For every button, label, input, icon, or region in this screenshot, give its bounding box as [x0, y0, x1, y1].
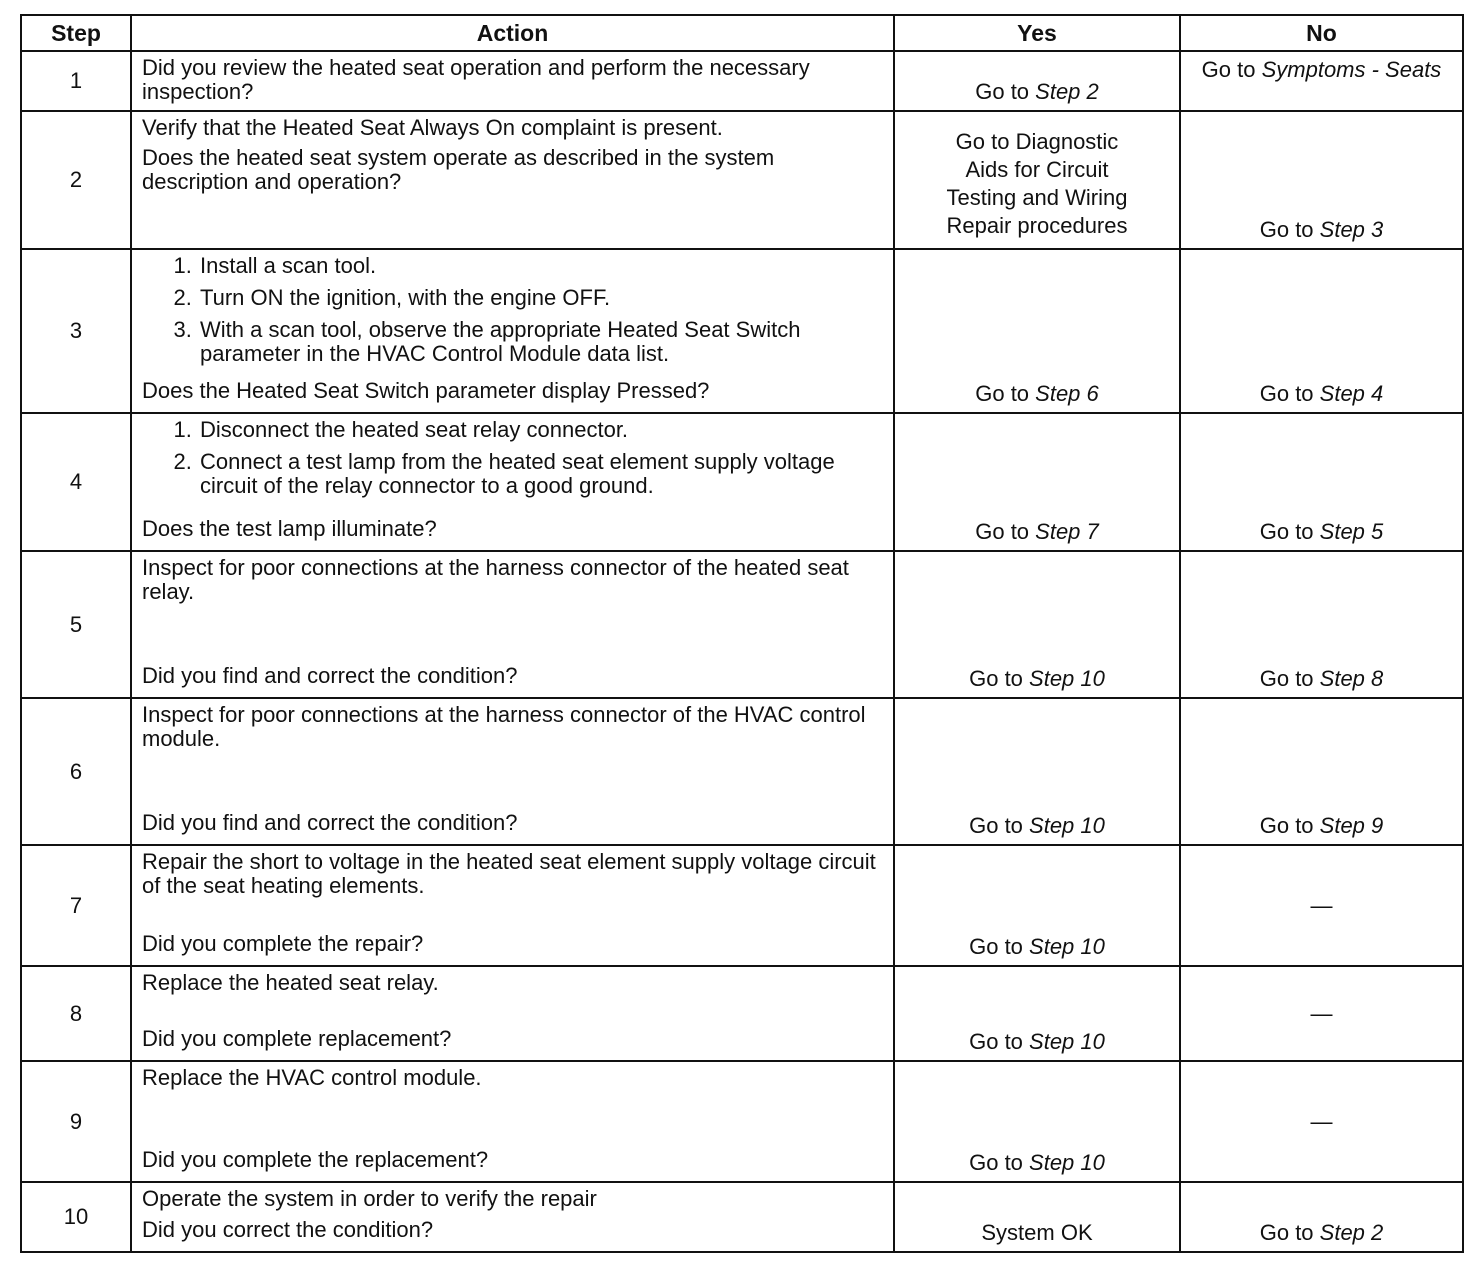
yes-target: Step 10	[1029, 1029, 1105, 1054]
yes-cell	[894, 1182, 1180, 1252]
action-substep: 2. Turn ON the ignition, with the engine OFF.	[198, 286, 883, 310]
action-body	[142, 254, 883, 374]
yes-line: Testing and Wiring	[946, 185, 1128, 210]
action-text: Repair the short to voltage in the heated seat element supply voltage circuit of the seat heating elements.	[142, 849, 876, 898]
action-spacer	[142, 757, 883, 811]
yes-prefix: Go to	[969, 1029, 1030, 1054]
no-cell	[1180, 413, 1463, 551]
action-cell	[131, 551, 894, 698]
action-substep: 2. Connect a test lamp from the heated seat element supply voltage circuit of the relay connector to a good ground.	[198, 450, 883, 498]
action-content	[142, 556, 883, 694]
no-dash: —	[1310, 1000, 1333, 1026]
no-prefix: Go to	[1259, 813, 1320, 838]
action-body	[142, 116, 883, 200]
yes-line: Repair procedures	[946, 213, 1128, 238]
diagnostic-table	[20, 14, 1464, 1253]
action-cell	[131, 845, 894, 966]
action-cell	[131, 111, 894, 249]
yes-cell	[894, 51, 1180, 111]
table-row	[21, 1061, 1463, 1182]
action-cell	[131, 1182, 894, 1252]
action-text: Inspect for poor connections at the harness connector of the HVAC control module.	[142, 702, 866, 751]
yes-target: Step 10	[1029, 934, 1105, 959]
yes-cell	[894, 1061, 1180, 1182]
action-question: Did you correct the condition?	[142, 1217, 434, 1242]
action-content	[142, 418, 883, 547]
no-cell	[1180, 1182, 1463, 1252]
header-row	[21, 15, 1463, 51]
action-question: Did you complete replacement?	[142, 1026, 452, 1051]
yes-cell	[894, 413, 1180, 551]
table-row	[21, 249, 1463, 413]
yes-cell	[894, 845, 1180, 966]
action-cell	[131, 698, 894, 845]
no-target: Step 3	[1319, 217, 1384, 242]
action-content	[142, 56, 883, 107]
action-spacer	[142, 200, 883, 245]
no-target: Step 2	[1319, 1220, 1384, 1245]
yes-cell	[894, 966, 1180, 1061]
yes-prefix: Go to	[969, 666, 1030, 691]
yes-prefix: Go to	[969, 813, 1030, 838]
yes-target: Step 6	[1035, 381, 1099, 406]
action-substeps	[142, 254, 883, 366]
no-prefix: Go to	[1259, 381, 1320, 406]
yes-line: Go to Diagnostic	[955, 129, 1119, 154]
step-number: 5	[21, 551, 131, 698]
no-target: Symptoms - Seats	[1261, 57, 1442, 82]
yes-target: Step 10	[1029, 666, 1105, 691]
action-text: Inspect for poor connections at the harness connector of the heated seat relay.	[142, 555, 849, 604]
yes-cell	[894, 551, 1180, 698]
no-prefix: Go to	[1201, 57, 1262, 82]
no-dash: —	[1310, 1108, 1333, 1134]
action-question: Does the test lamp illuminate?	[142, 516, 437, 541]
action-text: Replace the heated seat relay.	[142, 970, 439, 995]
table-row	[21, 551, 1463, 698]
action-content	[142, 116, 883, 245]
no-target: Step 4	[1319, 381, 1384, 406]
yes-line: Aids for Circuit	[965, 157, 1109, 182]
no-cell	[1180, 966, 1463, 1061]
step-number: 9	[21, 1061, 131, 1182]
action-content	[142, 1187, 883, 1248]
yes-cell	[894, 111, 1180, 249]
table-row	[21, 1182, 1463, 1252]
yes-target: Step 7	[1035, 519, 1099, 544]
no-prefix: Go to	[1259, 1220, 1320, 1245]
no-cell	[1180, 111, 1463, 249]
yes-target: Step 10	[1029, 1150, 1105, 1175]
action-spacer	[142, 1001, 883, 1027]
action-question: Does the Heated Seat Switch parameter display Pressed?	[142, 378, 710, 403]
yes-prefix: Go to	[969, 1150, 1030, 1175]
action-substep: 1. Install a scan tool.	[198, 254, 883, 278]
step-number: 8	[21, 966, 131, 1061]
no-cell	[1180, 551, 1463, 698]
step-number: 10	[21, 1182, 131, 1252]
yes-target: Step 2	[1035, 79, 1099, 104]
table-body	[21, 51, 1463, 1252]
action-text: Verify that the Heated Seat Always On complaint is present.	[142, 115, 723, 140]
action-content	[142, 703, 883, 841]
table-row	[21, 111, 1463, 249]
yes-prefix: Go to	[975, 381, 1036, 406]
no-target: Step 8	[1319, 666, 1384, 691]
action-spacer	[142, 904, 883, 932]
no-target: Step 9	[1319, 813, 1384, 838]
action-body	[142, 850, 883, 904]
table-row	[21, 698, 1463, 845]
step-number: 7	[21, 845, 131, 966]
no-prefix: Go to	[1259, 666, 1320, 691]
action-body	[142, 56, 883, 110]
action-spacer	[142, 610, 883, 664]
no-cell	[1180, 51, 1463, 111]
action-text: Does the heated seat system operate as described in the system description and operation?	[142, 145, 775, 194]
action-cell	[131, 1061, 894, 1182]
action-question: Did you find and correct the condition?	[142, 663, 518, 688]
table-row	[21, 966, 1463, 1061]
action-question: Did you complete the repair?	[142, 931, 424, 956]
no-cell	[1180, 845, 1463, 966]
no-cell	[1180, 1061, 1463, 1182]
header-action: Action	[131, 15, 894, 51]
table-row	[21, 51, 1463, 111]
header-step: Step	[21, 15, 131, 51]
yes-multiline	[947, 128, 1128, 240]
no-cell	[1180, 249, 1463, 413]
action-cell	[131, 413, 894, 551]
action-cell	[131, 249, 894, 413]
action-question: Did you find and correct the condition?	[142, 810, 518, 835]
yes-cell	[894, 698, 1180, 845]
action-content	[142, 971, 883, 1057]
action-text: Operate the system in order to verify the repair	[142, 1186, 597, 1211]
step-number: 2	[21, 111, 131, 249]
action-spacer	[142, 1096, 883, 1148]
yes-prefix: Go to	[975, 79, 1036, 104]
header-yes: Yes	[894, 15, 1180, 51]
action-body	[142, 556, 883, 610]
action-body	[142, 1066, 883, 1096]
action-question: Did you complete the replacement?	[142, 1147, 489, 1172]
no-prefix: Go to	[1259, 519, 1320, 544]
table-row	[21, 845, 1463, 966]
yes-prefix: Go to	[975, 519, 1036, 544]
header-no: No	[1180, 15, 1463, 51]
table-row	[21, 413, 1463, 551]
step-number: 4	[21, 413, 131, 551]
action-content	[142, 1066, 883, 1178]
action-body	[142, 1187, 883, 1217]
action-substep: 3. With a scan tool, observe the appropriate Heated Seat Switch parameter in the HVAC Control Module data list.	[198, 318, 883, 366]
action-cell	[131, 51, 894, 111]
action-substep: 1. Disconnect the heated seat relay connector.	[198, 418, 883, 442]
no-target: Step 5	[1319, 519, 1384, 544]
action-substeps	[142, 418, 883, 498]
action-cell	[131, 966, 894, 1061]
yes-prefix: Go to	[969, 934, 1030, 959]
no-prefix: Go to	[1259, 217, 1320, 242]
no-dash: —	[1310, 892, 1333, 918]
step-number: 3	[21, 249, 131, 413]
yes-cell	[894, 249, 1180, 413]
no-cell	[1180, 698, 1463, 845]
action-content	[142, 850, 883, 962]
step-number: 6	[21, 698, 131, 845]
action-body	[142, 703, 883, 757]
step-number: 1	[21, 51, 131, 111]
action-text: Replace the HVAC control module.	[142, 1065, 482, 1090]
action-body	[142, 418, 883, 506]
action-body	[142, 971, 883, 1001]
action-text: Did you review the heated seat operation and perform the necessary inspection?	[142, 55, 810, 104]
yes-result: System OK	[981, 1220, 1093, 1245]
action-content	[142, 254, 883, 409]
yes-target: Step 10	[1029, 813, 1105, 838]
